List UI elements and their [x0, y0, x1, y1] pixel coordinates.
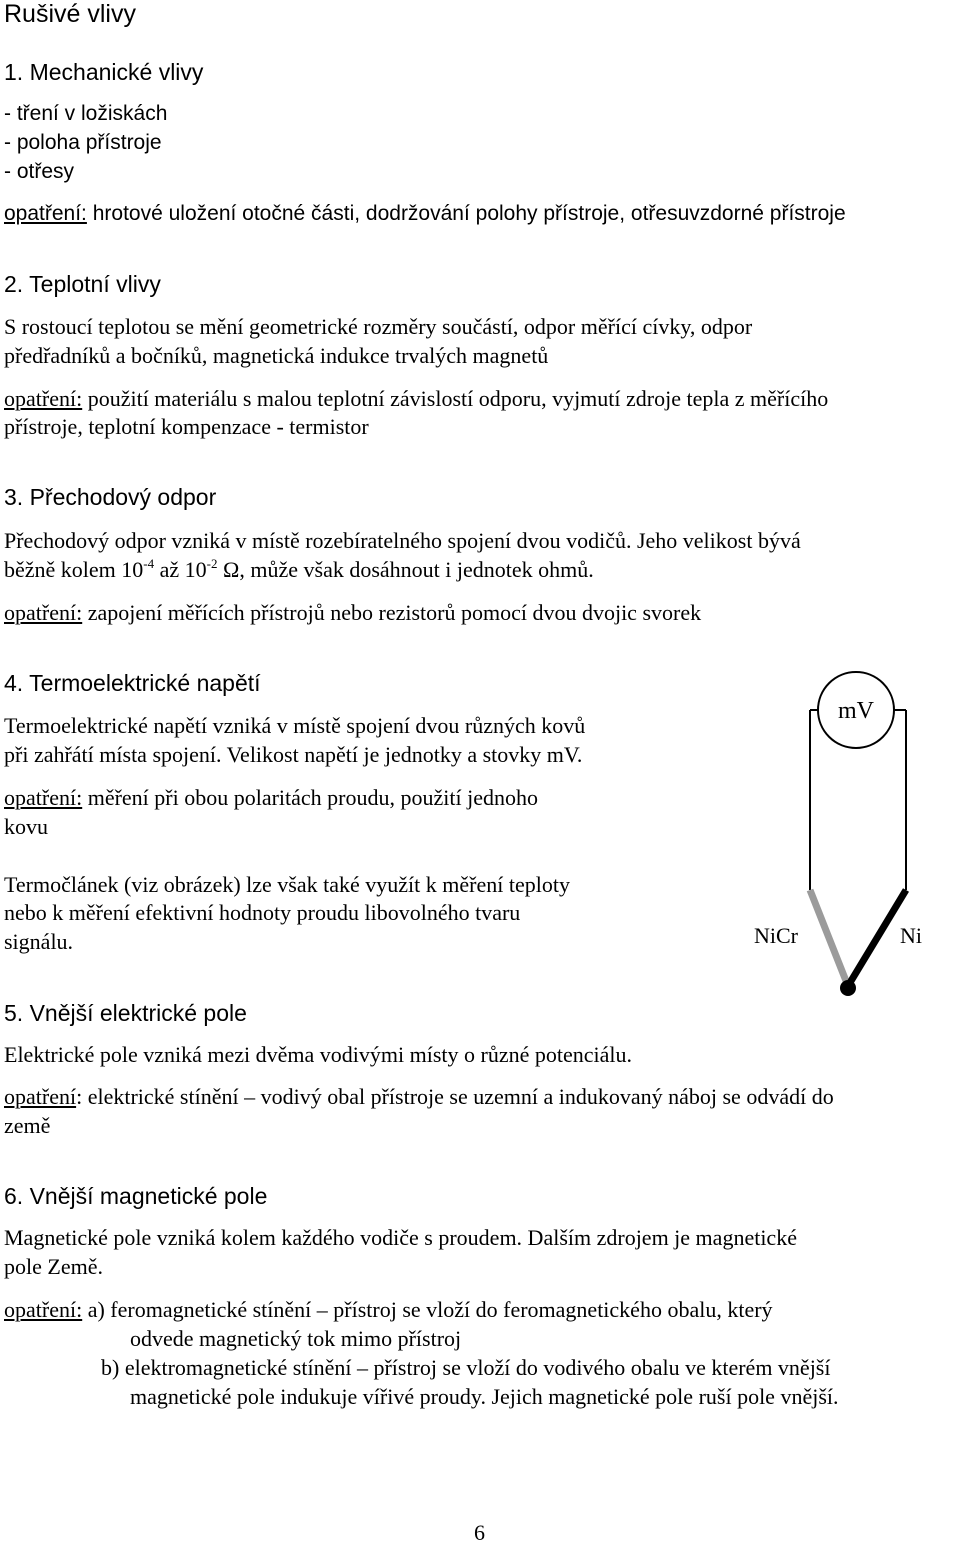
s3-paragraph-line — [4, 557, 594, 583]
section-2-heading: 2. Teplotní vlivy — [4, 271, 161, 297]
s1-list-item: - tření v ložiskách — [4, 102, 168, 125]
measure-label: opatření: — [4, 202, 87, 225]
s4-measure — [4, 785, 538, 811]
page-number: 6 — [474, 1520, 485, 1545]
measure-item-a: a) feromagnetické stínění – přístroj se vloží do feromagnetického obalu, který — [82, 1297, 773, 1322]
ni-label: Ni — [900, 923, 922, 948]
s5-measure-cont: země — [4, 1113, 51, 1138]
s6-item-b: b) elektromagnetické stínění – přístroj se vloží do vodivého obalu ve kterém vnější — [101, 1355, 831, 1380]
s4-paragraph-line: při zahřátí místa spojení. Velikost napětí je jednotky a stovky mV. — [4, 742, 583, 767]
section-6-heading: 6. Vnější magnetické pole — [4, 1183, 268, 1209]
s1-list-item: - poloha přístroje — [4, 131, 162, 154]
s3-paragraph-line: Přechodový odpor vzniká v místě rozebíratelného spojení dvou vodičů. Jeho velikost bývá — [4, 528, 801, 553]
s2-measure-cont: přístroje, teplotní kompenzace - termistor — [4, 414, 369, 439]
measure-text: hrotové uložení otočné části, dodržování polohy přístroje, otřesuvzdorné přístroje — [86, 202, 846, 225]
s6-measure — [4, 1297, 773, 1323]
measure-label: opatření: — [4, 785, 83, 810]
text-run: běžně kolem 10 — [4, 557, 144, 582]
s6-paragraph-line: pole Země. — [4, 1254, 103, 1279]
thermocouple-diagram — [740, 670, 960, 1000]
s1-list-item: - otřesy — [4, 160, 75, 183]
page-title: Rušivé vlivy — [4, 0, 136, 28]
s5-measure — [4, 1084, 834, 1110]
measure-label: opatření: — [4, 386, 83, 411]
junction-dot — [840, 980, 856, 996]
exponent: -4 — [143, 556, 155, 571]
s3-measure — [4, 600, 701, 626]
text-run: až 10 — [154, 557, 207, 582]
voltmeter-label: mV — [838, 698, 874, 724]
s5-paragraph-line: Elektrické pole vzniká mezi dvěma vodivými místy o různé potenciálu. — [4, 1042, 633, 1067]
section-3-heading: 3. Přechodový odpor — [4, 484, 217, 510]
section-5-heading: 5. Vnější elektrické pole — [4, 1000, 247, 1026]
exponent: -2 — [206, 556, 218, 571]
s6-item-a-cont: odvede magnetický tok mimo přístroj — [130, 1326, 462, 1351]
measure-label: opatření: — [4, 1297, 83, 1322]
s4-thermocouple-line: nebo k měření efektivní hodnoty proudu libovolného tvaru — [4, 900, 521, 925]
s4-measure-cont: kovu — [4, 814, 48, 839]
measure-text: použití materiálu s malou teplotní závislostí odporu, vyjmutí zdroje tepla z měřícího — [82, 386, 829, 411]
text-run: Ω, může však dosáhnout i jednotek ohmů. — [217, 557, 594, 582]
s6-paragraph-line: Magnetické pole vzniká kolem každého vodiče s proudem. Dalším zdrojem je magnetické — [4, 1225, 797, 1250]
s4-paragraph-line: Termoelektrické napětí vzniká v místě spojení dvou různých kovů — [4, 713, 586, 738]
s4-thermocouple-line: Termočlánek (viz obrázek) lze však také využít k měření teploty — [4, 872, 570, 897]
measure-label: opatření: — [4, 600, 83, 625]
s2-paragraph-line: předřadníků a bočníků, magnetická indukce trvalých magnetů — [4, 343, 549, 368]
s1-measure — [4, 202, 846, 226]
section-1-heading: 1. Mechanické vlivy — [4, 59, 204, 85]
nicr-label: NiCr — [754, 923, 798, 948]
measure-text: : elektrické stínění – vodivý obal přístroje se uzemní a indukovaný náboj se odvádí do — [76, 1084, 834, 1109]
s6-item-b-cont: magnetické pole indukuje vířivé proudy. Jejich magnetické pole ruší pole vnější. — [130, 1384, 839, 1409]
measure-text: zapojení měřících přístrojů nebo rezistorů pomocí dvou dvojic svorek — [82, 600, 702, 625]
s2-measure — [4, 386, 828, 412]
ni-wire — [848, 890, 906, 986]
measure-text: měření při obou polaritách proudu, použití jednoho — [82, 785, 538, 810]
s4-thermocouple-line: signálu. — [4, 929, 74, 954]
nicr-wire — [810, 890, 848, 986]
s2-paragraph-line: S rostoucí teplotou se mění geometrické rozměry součástí, odpor měřící cívky, odpor — [4, 314, 753, 339]
measure-label: opatření — [4, 1084, 77, 1109]
section-4-heading: 4. Termoelektrické napětí — [4, 670, 261, 696]
